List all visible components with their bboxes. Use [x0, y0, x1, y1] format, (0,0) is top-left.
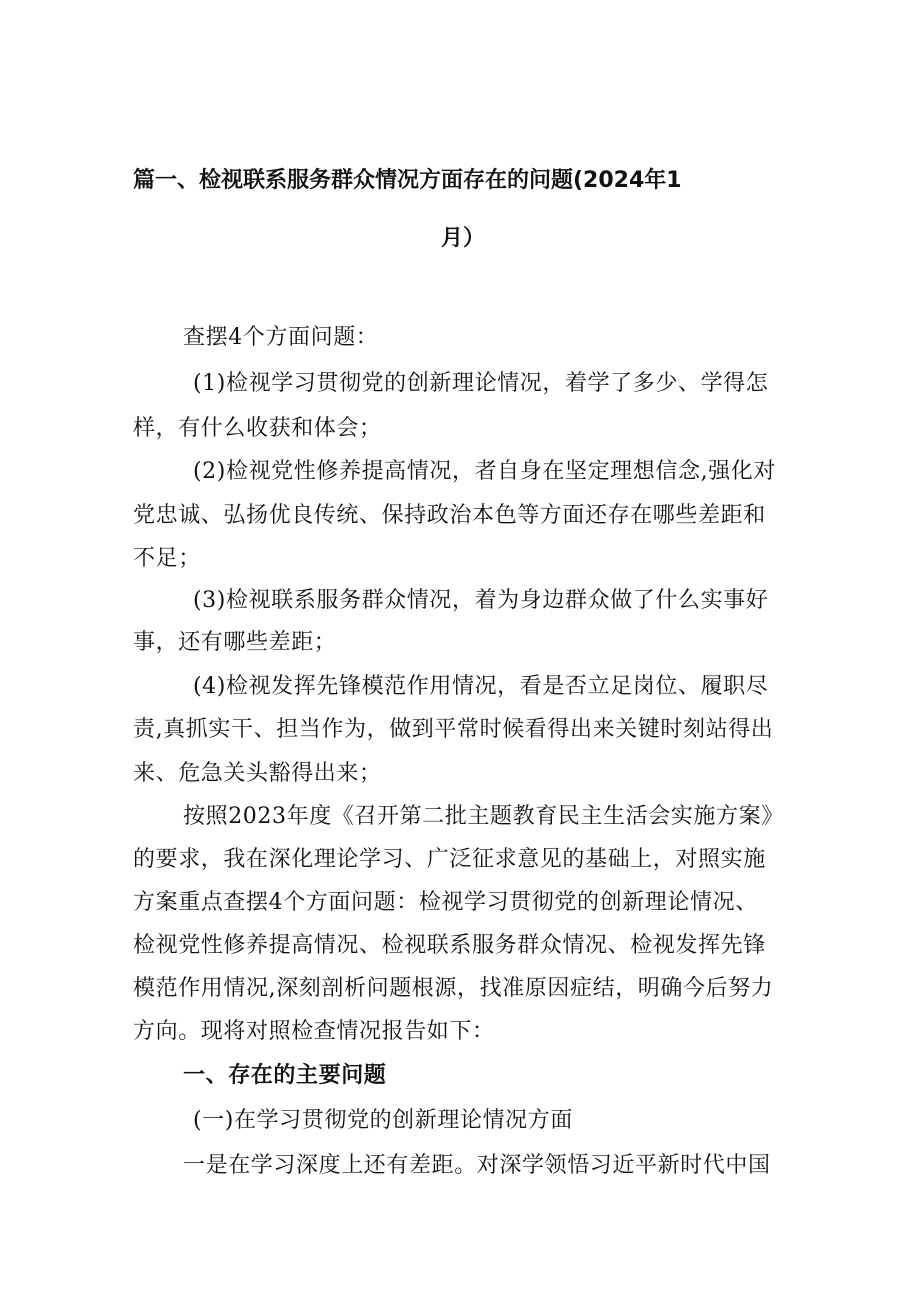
paragraph-intro: 查摆4个方面问题： [183, 325, 379, 350]
paragraph-body-cont: 方案重点查摆4个方面问题：检视学习贯彻党的创新理论情况、 [133, 890, 758, 915]
paragraph-body-cont: 的要求，我在深化理论学习、广泛征求意见的基础上，对照实施 [133, 847, 766, 872]
paragraph-item-3: (3)检视联系服务群众情况，着为身边群众做了什么实事好 [193, 588, 769, 613]
paragraph-item-4-cont: 来、危急关头豁得出来； [133, 761, 382, 786]
paragraph-body-cont: 模范作用情况,深刻剖析问题根源，找准原因症结，明确今后努力 [133, 976, 774, 1001]
paragraph-item-2-cont: 不足； [133, 546, 201, 571]
paragraph-item-4-cont: 责,真抓实干、担当作为，做到平常时候看得出来关键时刻站得出 [133, 717, 774, 742]
subsection-heading: (一)在学习贯彻党的创新理论情况方面 [193, 1108, 573, 1133]
paragraph-item-3-cont: 事，还有哪些差距； [133, 630, 337, 655]
paragraph-body-cont: 检视党性修养提高情况、检视联系服务群众情况、检视发挥先锋 [133, 933, 766, 958]
paragraph-item-1: (1)检视学习贯彻党的创新理论情况，着学了多少、学得怎 [193, 371, 769, 396]
section-heading: 一、存在的主要问题 [183, 1063, 387, 1088]
document-title-continuation: 月） [441, 226, 486, 251]
paragraph-body: 一是在学习深度上还有差距。对深学领悟习近平新时代中国 [183, 1153, 771, 1178]
paragraph-item-4: (4)检视发挥先锋模范作用情况，看是否立足岗位、履职尽 [193, 674, 769, 699]
document-title: 篇一、检视联系服务群众情况方面存在的问题(2024年1 [133, 168, 682, 193]
paragraph-item-1-cont: 样，有什么收获和体会； [133, 416, 382, 441]
paragraph-body-cont: 方向。现将对照检查情况报告如下： [133, 1019, 495, 1044]
paragraph-item-2-cont: 党忠诚、弘扬优良传统、保持政治本色等方面还存在哪些差距和 [133, 503, 766, 528]
paragraph-item-2: (2)检视党性修养提高情况，者自身在坚定理想信念,强化对 [193, 459, 776, 484]
paragraph-body: 按照2023年度《召开第二批主题教育民主生活会实施方案》 [183, 804, 784, 829]
